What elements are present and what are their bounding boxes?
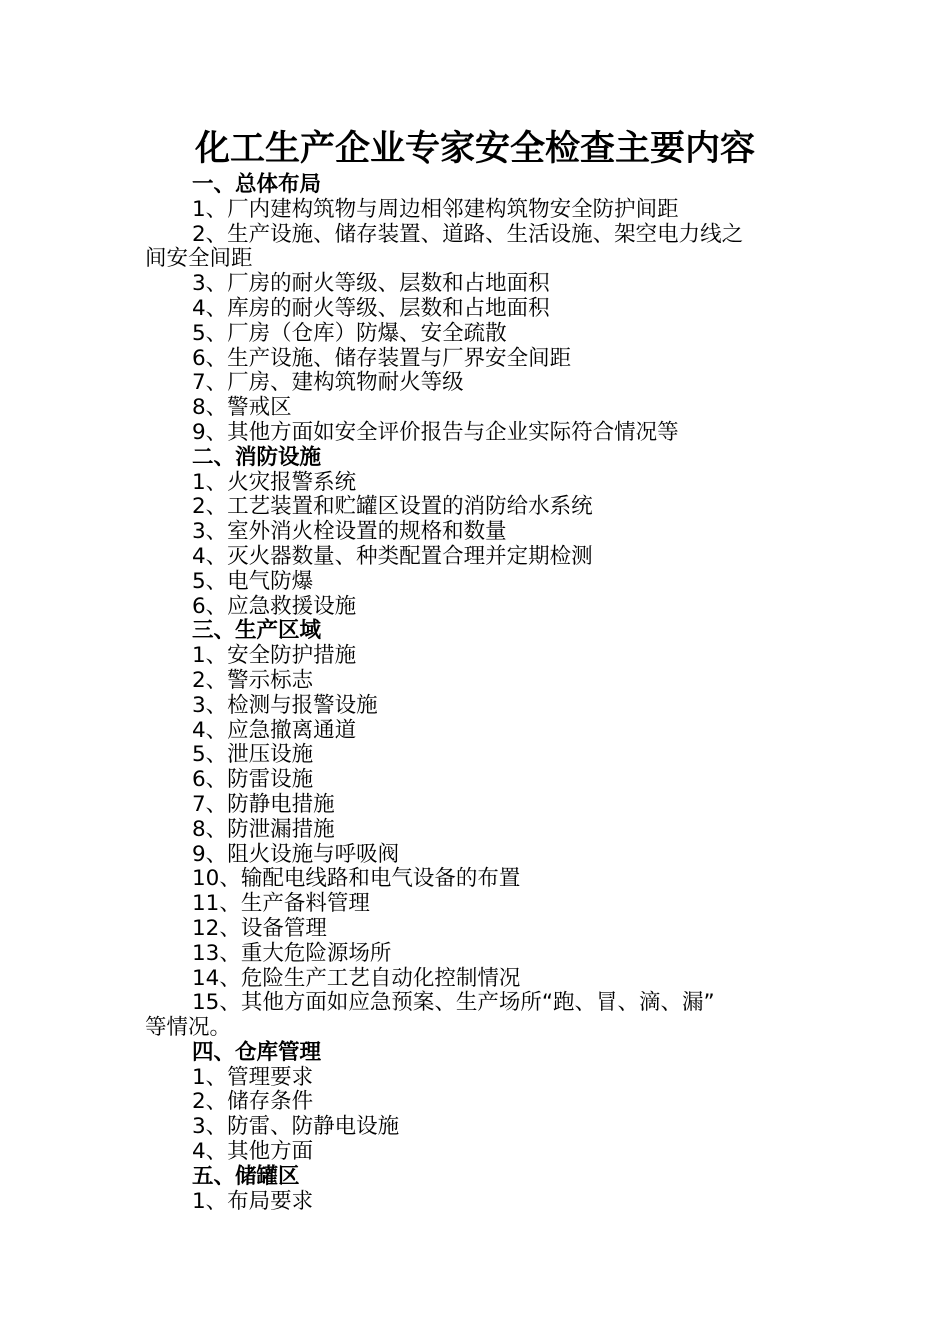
list-item: 12、设备管理 bbox=[192, 915, 327, 941]
list-item: 3、防雷、防静电设施 bbox=[192, 1114, 400, 1140]
list-item: 2、生产设施、储存装置、道路、生活设施、架空电力线之 bbox=[192, 221, 744, 247]
list-item: 3、厂房的耐火等级、层数和占地面积 bbox=[192, 271, 550, 297]
section-heading: 五、储罐区 bbox=[192, 1163, 300, 1189]
section-heading: 四、仓库管理 bbox=[192, 1039, 322, 1065]
list-item: 1、厂内建构筑物与周边相邻建构筑物安全防护间距 bbox=[192, 196, 679, 222]
list-item: 3、检测与报警设施 bbox=[192, 692, 378, 718]
section-heading: 一、总体布局 bbox=[192, 172, 322, 197]
list-item: 4、灭火器数量、种类配置合理并定期检测 bbox=[192, 543, 593, 569]
list-item: 8、警戒区 bbox=[192, 395, 292, 421]
list-item: 7、防静电措施 bbox=[192, 791, 335, 817]
list-item: 3、室外消火栓设置的规格和数量 bbox=[192, 519, 507, 545]
list-item: 9、其他方面如安全评价报告与企业实际符合情况等 bbox=[192, 419, 679, 445]
list-item: 10、输配电线路和电气设备的布置 bbox=[192, 866, 521, 892]
document-title: 化工生产企业专家安全检查主要内容 bbox=[194, 129, 755, 169]
list-item: 13、重大危险源场所 bbox=[192, 940, 392, 966]
list-item-continuation: 等情况。 bbox=[145, 1015, 232, 1041]
list-item: 8、防泄漏措施 bbox=[192, 816, 335, 842]
list-item: 6、应急救援设施 bbox=[192, 593, 357, 619]
document-body bbox=[145, 173, 815, 1214]
list-item: 1、管理要求 bbox=[192, 1064, 314, 1090]
list-item: 11、生产备料管理 bbox=[192, 891, 370, 917]
section-heading: 二、消防设施 bbox=[192, 444, 322, 470]
list-item: 5、电气防爆 bbox=[192, 568, 314, 594]
list-item-continuation: 间安全间距 bbox=[145, 246, 253, 272]
list-item: 1、安全防护措施 bbox=[192, 643, 357, 669]
list-item: 5、泄压设施 bbox=[192, 742, 314, 768]
section-heading: 三、生产区域 bbox=[192, 618, 322, 644]
list-item: 5、厂房（仓库）防爆、安全疏散 bbox=[192, 320, 507, 346]
list-item: 7、厂房、建构筑物耐火等级 bbox=[192, 370, 464, 396]
list-item: 6、防雷设施 bbox=[192, 767, 314, 793]
list-item: 2、警示标志 bbox=[192, 667, 314, 693]
list-item: 4、库房的耐火等级、层数和占地面积 bbox=[192, 295, 550, 321]
list-item: 4、应急撤离通道 bbox=[192, 717, 357, 743]
list-item: 9、阻火设施与呼吸阀 bbox=[192, 841, 400, 867]
list-item: 1、布局要求 bbox=[192, 1188, 314, 1214]
list-item: 14、危险生产工艺自动化控制情况 bbox=[192, 965, 521, 991]
list-item: 2、工艺装置和贮罐区设置的消防给水系统 bbox=[192, 494, 593, 520]
list-item: 1、火灾报警系统 bbox=[192, 469, 357, 495]
list-item: 15、其他方面如应急预案、生产场所“跑、冒、滴、漏” bbox=[192, 990, 715, 1016]
list-item: 2、储存条件 bbox=[192, 1089, 314, 1115]
list-item: 6、生产设施、储存装置与厂界安全间距 bbox=[192, 345, 572, 371]
list-item: 4、其他方面 bbox=[192, 1139, 314, 1165]
